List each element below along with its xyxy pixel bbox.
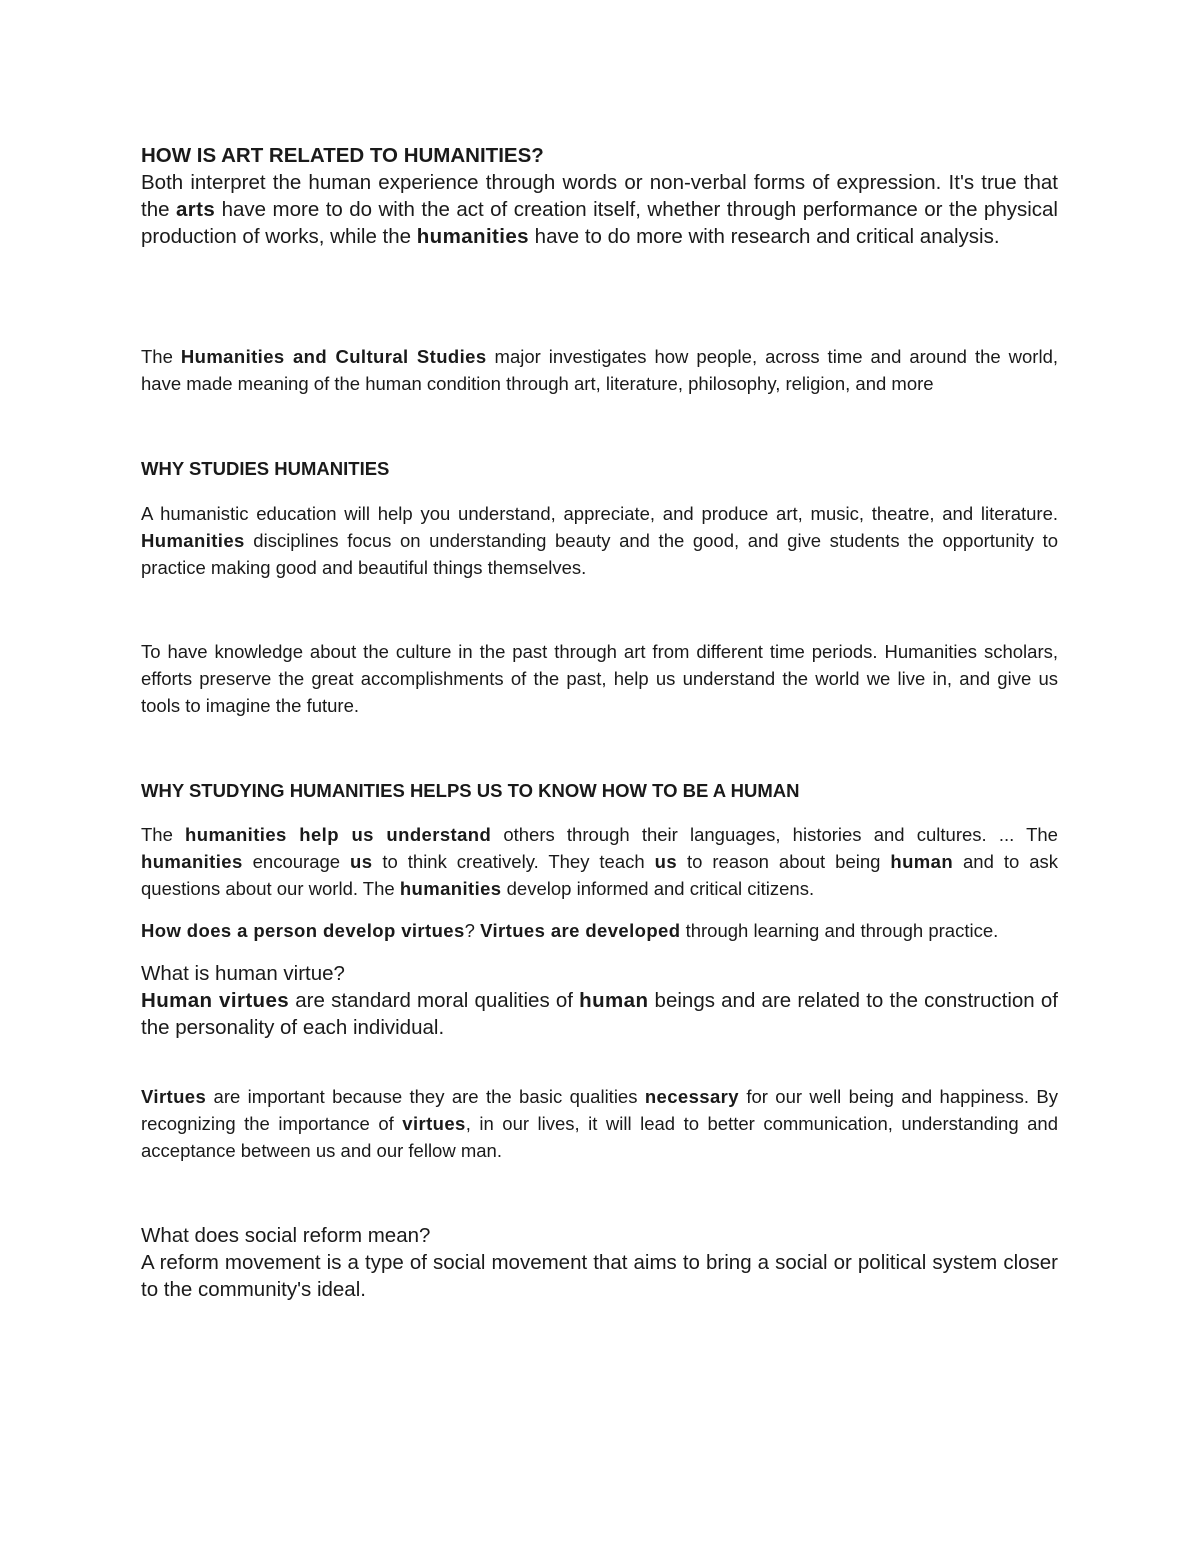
text-run: The [141,346,181,367]
paragraph-humanistic-education [141,500,1058,581]
question-human-virtue: What is human virtue? [141,962,345,985]
text-run: To have knowledge about the culture in the past through art from different time periods. Humanities scholars, efforts preserve the great accomplishments of the past, help us understand the world we live in, and give us tools to imagine the future. [141,641,1058,716]
text-run: are important because they are the basic qualities [206,1086,645,1107]
paragraph-humanities-help [141,821,1058,902]
bold-text-run: human [890,851,954,872]
bold-text-run: us [654,851,678,872]
bold-text-run: necessary [644,1086,739,1107]
text-run: and to ask questions about our world. The [141,851,1058,899]
bold-text-run: Humanities and Cultural Studies [180,346,487,367]
text-run: The [141,824,186,845]
paragraph-art-humanities [141,169,1058,250]
bold-text-run: Humanities [141,530,245,551]
heading-art-humanities: HOW IS ART RELATED TO HUMANITIES? [141,144,544,167]
document-page [141,142,1058,1303]
bold-text-run: Virtues [141,1086,207,1107]
bold-text-run: humanities [416,225,529,248]
bold-text-run: Virtues are developed [480,920,681,941]
text-run: have to do more with research and critical analysis. [528,225,1000,248]
text-run: Both interpret the human experience through words or non-verbal forms of expression. It's true that the [141,171,1058,221]
text-run: disciplines focus on understanding beauty and the good, and give students the opportunity to practice making good and beautiful things themselves. [141,530,1058,578]
bold-text-run: How does a person develop virtues [141,920,465,941]
text-run: major investigates how people, across time and around the world, have made meaning of the human condition through art, literature, philosophy, religion, and more [141,346,1058,394]
bold-text-run: humanities help us understand [185,824,492,845]
paragraph-human-virtues [141,987,1058,1041]
text-run: for our well being and happiness. By recognizing the importance of [141,1086,1058,1134]
paragraph-virtues-important [141,1083,1058,1164]
text-run: A reform movement is a type of social movement that aims to bring a social or political system closer to the community's ideal. [141,1251,1058,1301]
text-run: to think creatively. They teach [372,851,655,872]
text-run: through learning and through practice. [680,920,999,941]
heading-why-human: WHY STUDYING HUMANITIES HELPS US TO KNOW HOW TO BE A HUMAN [141,780,800,801]
text-run: A humanistic education will help you understand, appreciate, and produce art, music, theatre, and literature. [141,503,1058,524]
heading-why-study: WHY STUDIES HUMANITIES [141,458,390,479]
text-run: encourage [242,851,351,872]
bold-text-run: arts [175,198,216,221]
bold-text-run: humanities [399,878,502,899]
bold-text-run: human [579,989,649,1012]
paragraph-develop-virtues [141,917,1058,944]
bold-text-run: virtues [402,1113,466,1134]
bold-text-run: humanities [141,851,243,872]
text-run: develop informed and critical citizens. [501,878,815,899]
text-run: ? [464,920,481,941]
text-run: are standard moral qualities of [289,989,580,1012]
text-run: beings and are related to the construction of the personality of each individual. [141,989,1058,1039]
text-run: have more to do with the act of creation itself, whether through performance or the physical production of works, while the [141,198,1058,248]
text-run: , in our lives, it will lead to better communication, understanding and acceptance between us and our fellow man. [141,1113,1058,1161]
paragraph-social-reform [141,1249,1058,1303]
question-social-reform: What does social reform mean? [141,1224,431,1247]
text-run: to reason about being [677,851,891,872]
bold-text-run: us [350,851,373,872]
text-run: others through their languages, histories and cultures. ... The [491,824,1058,845]
bold-text-run: Human virtues [141,989,290,1012]
paragraph-cultural-studies [141,343,1058,397]
paragraph-knowledge-culture [141,638,1058,719]
